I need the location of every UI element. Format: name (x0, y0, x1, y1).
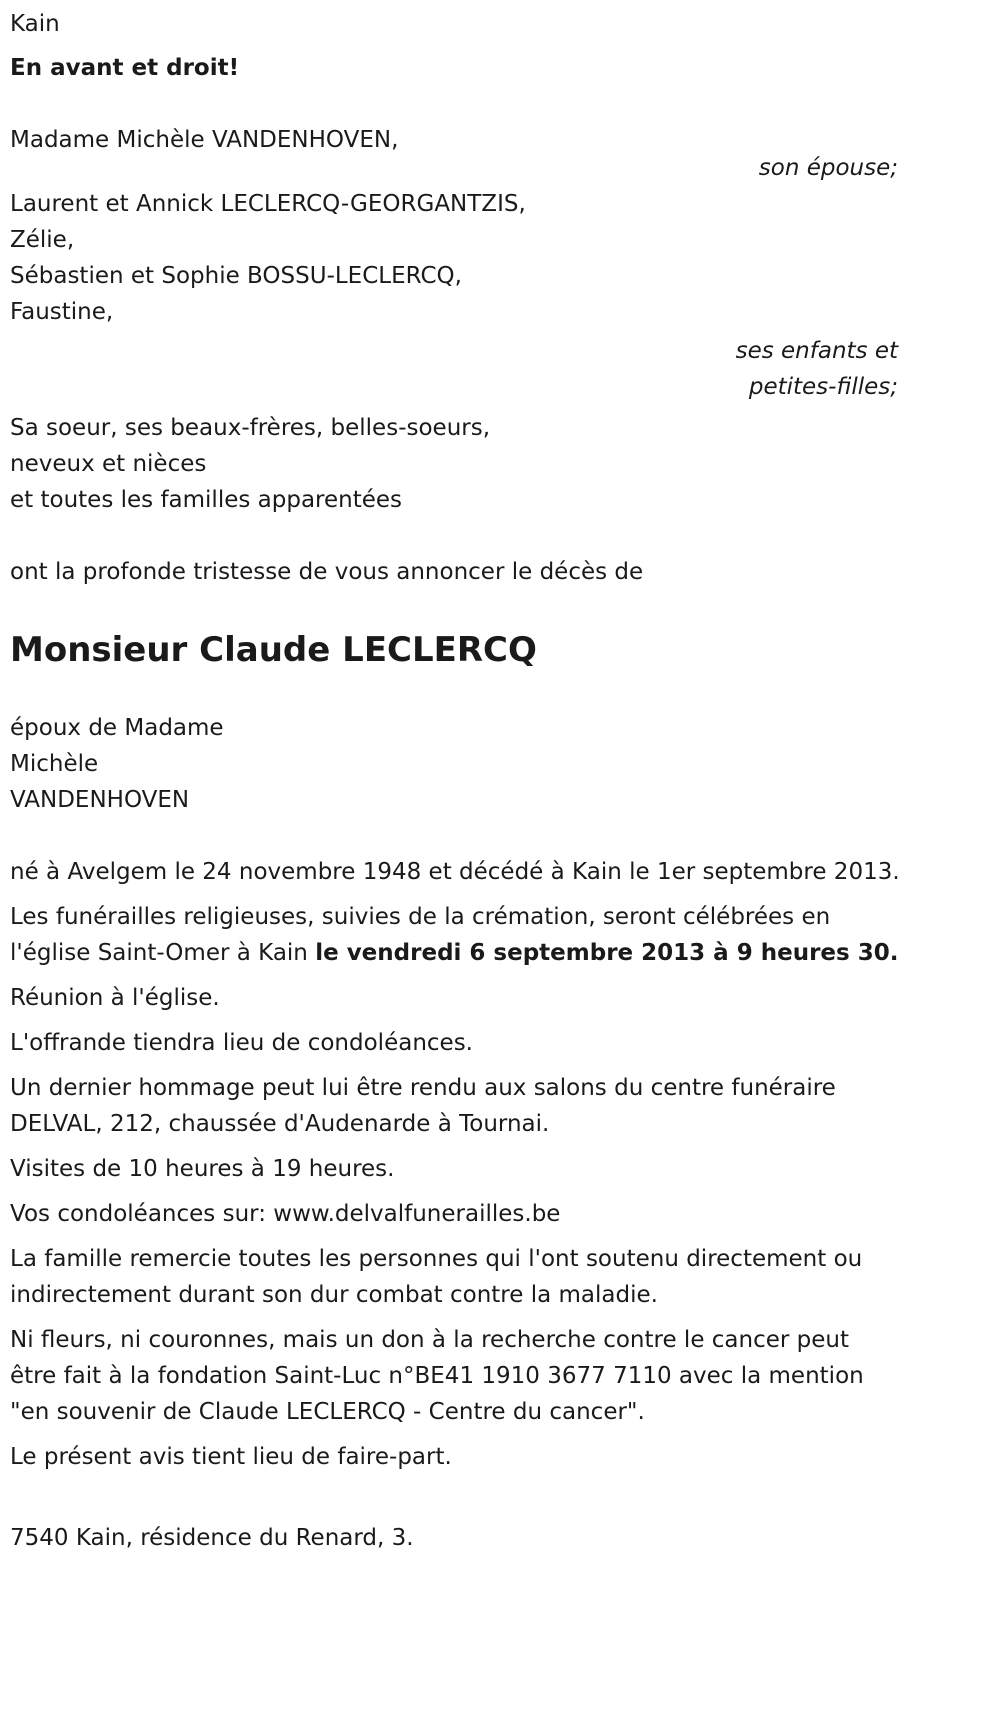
children-block (10, 186, 990, 405)
relatives-line: Sa soeur, ses beaux-frères, belles-soeurs, (10, 415, 491, 441)
funeral-paragraph (10, 899, 900, 971)
spouse-line: Madame Michèle VANDENHOVEN, (10, 127, 399, 153)
tribute-paragraph: Un dernier hommage peut lui être rendu aux salons du centre funéraire DELVAL, 212, chaussée d'Audenarde à Tournai. (10, 1075, 836, 1137)
thanks-paragraph: La famille remercie toutes les personnes qui l'ont soutenu directement ou indirectement durant son dur combat contre la maladie. (10, 1246, 863, 1308)
children-line: Laurent et Annick LECLERCQ-GEORGANTZIS, (10, 191, 526, 217)
donation-paragraph: Ni fleurs, ni couronnes, mais un don à la recherche contre le cancer peut être fait à la fondation Saint-Luc n°BE41 1910 3677 7110 avec la mention "en souvenir de Claude LECLERCQ - Centre du cancer". (10, 1327, 864, 1425)
children-line: Zélie, (10, 227, 75, 253)
spouse-block (10, 122, 990, 186)
condolences-paragraph: Vos condoléances sur: www.delvalfunerailles.be (10, 1201, 561, 1227)
visits-paragraph: Visites de 10 heures à 19 heures. (10, 1156, 395, 1182)
funeral-date: le vendredi 6 septembre 2013 à 9 heures 30. (315, 940, 899, 966)
offering-paragraph: L'offrande tiendra lieu de condoléances. (10, 1030, 473, 1056)
notice-paragraph: Le présent avis tient lieu de faire-part. (10, 1444, 452, 1470)
deceased-spouse-line: époux de Madame (10, 715, 224, 741)
relatives-block (10, 410, 990, 518)
address: 7540 Kain, résidence du Renard, 3. (10, 1525, 414, 1551)
deceased-spouse-line: Michèle (10, 751, 99, 777)
relatives-line: neveux et nièces (10, 451, 207, 477)
children-line: Sébastien et Sophie BOSSU-LECLERCQ, (10, 263, 462, 289)
deceased-name: Monsieur Claude LECLERCQ (10, 630, 537, 670)
relatives-line: et toutes les familles apparentées (10, 487, 403, 513)
place-name: Kain (10, 11, 60, 37)
children-role: ses enfants et (735, 338, 898, 364)
announcement-text: ont la profonde tristesse de vous annoncer le décès de (10, 559, 644, 585)
children-role: petites-filles; (748, 374, 898, 400)
birth-death-paragraph: né à Avelgem le 24 novembre 1948 et décédé à Kain le 1er septembre 2013. (10, 859, 900, 885)
meeting-paragraph: Réunion à l'église. (10, 985, 220, 1011)
children-line: Faustine, (10, 299, 114, 325)
deceased-spouse-line: VANDENHOVEN (10, 787, 190, 813)
funeral-intro: Les funérailles religieuses, suivies de la crémation, seront célébrées en l'église Saint-Omer à Kain (10, 904, 831, 966)
spouse-role: son épouse; (758, 155, 898, 181)
deceased-spouse-block (10, 710, 990, 818)
motto: En avant et droit! (10, 55, 240, 81)
